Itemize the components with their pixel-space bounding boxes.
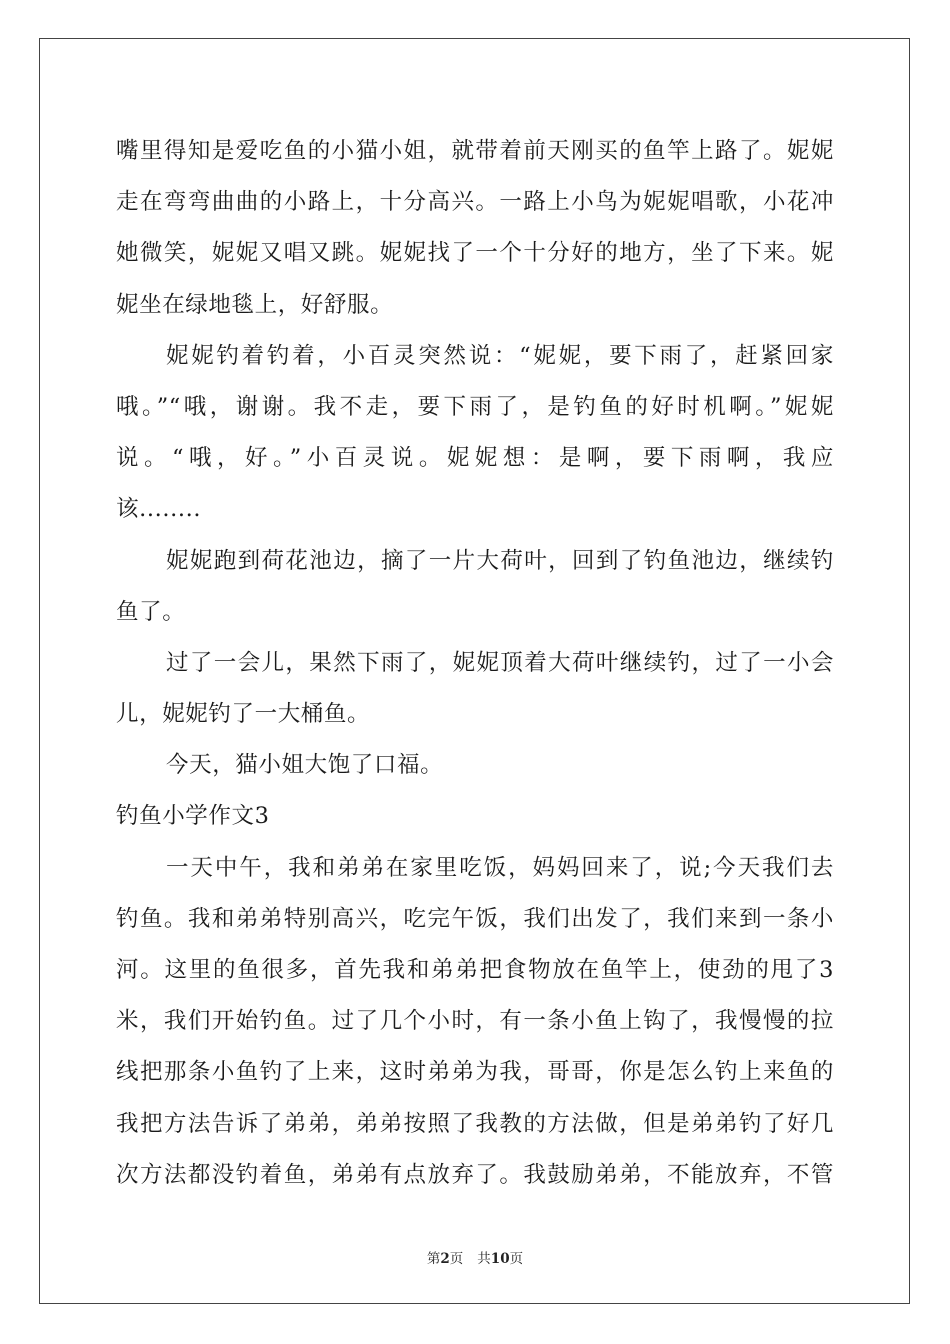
text-line: 钓鱼。我和弟弟特别高兴，吃完午饭，我们出发了，我们来到一条小 (116, 905, 834, 932)
text-line: 我把方法告诉了弟弟，弟弟按照了我教的方法做，但是弟弟钓了好几 (116, 1110, 834, 1137)
text-line: 该........ (116, 496, 202, 523)
text-line: 过了一会儿，果然下雨了，妮妮顶着大荷叶继续钓，过了一小会 (166, 649, 834, 676)
text-line: 鱼了。 (116, 598, 186, 625)
text-line: 儿，妮妮钓了一大桶鱼。 (116, 701, 371, 728)
text-line: 哦。”“哦，谢谢。我不走，要下雨了，是钓鱼的好时机啊。”妮妮 (116, 393, 834, 420)
text-line: 米，我们开始钓鱼。过了几个小时，有一条小鱼上钩了，我慢慢的拉 (116, 1008, 834, 1035)
total-pages: 10 (490, 1251, 510, 1267)
page-number: 2 (440, 1251, 450, 1267)
total-prefix: 共 (477, 1251, 491, 1267)
text-line: 线把那条小鱼钓了上来，这时弟弟为我，哥哥，你是怎么钓上来鱼的 (116, 1059, 834, 1086)
text-line: 妮妮钓着钓着，小百灵突然说：“妮妮，要下雨了，赶紧回家 (166, 342, 834, 369)
text-line: 妮妮跑到荷花池边，摘了一片大荷叶，回到了钓鱼池边，继续钓 (166, 547, 834, 574)
page-prefix: 第 (426, 1251, 441, 1267)
section-heading: 钓鱼小学作文3 (116, 803, 270, 830)
text-line: 河。这里的鱼很多，首先我和弟弟把食物放在鱼竿上，使劲的甩了3 (116, 957, 834, 983)
text-line: 嘴里得知是爱吃鱼的小猫小姐，就带着前天刚买的鱼竿上路了。妮妮 (116, 138, 834, 164)
page-suffix: 页 (449, 1251, 464, 1267)
text-line: 妮坐在绿地毯上，好舒服。 (116, 291, 394, 318)
text-line: 今天，猫小姐大饱了口福。 (166, 752, 444, 779)
page-footer (0, 1247, 950, 1267)
text-line: 说。“哦，好。”小百灵说。妮妮想：是啊，要下雨啊，我应 (116, 445, 834, 472)
text-line: 她微笑，妮妮又唱又跳。妮妮找了一个十分好的地方，坐了下来。妮 (116, 240, 834, 267)
document-body (116, 126, 834, 1201)
text-line: 走在弯弯曲曲的小路上，十分高兴。一路上小鸟为妮妮唱歌，小花冲 (116, 189, 834, 216)
total-suffix: 页 (509, 1251, 524, 1267)
text-line: 次方法都没钓着鱼，弟弟有点放弃了。我鼓励弟弟，不能放弃，不管 (116, 1161, 834, 1188)
text-line: 一天中午，我和弟弟在家里吃饭，妈妈回来了，说;今天我们去 (166, 854, 834, 881)
